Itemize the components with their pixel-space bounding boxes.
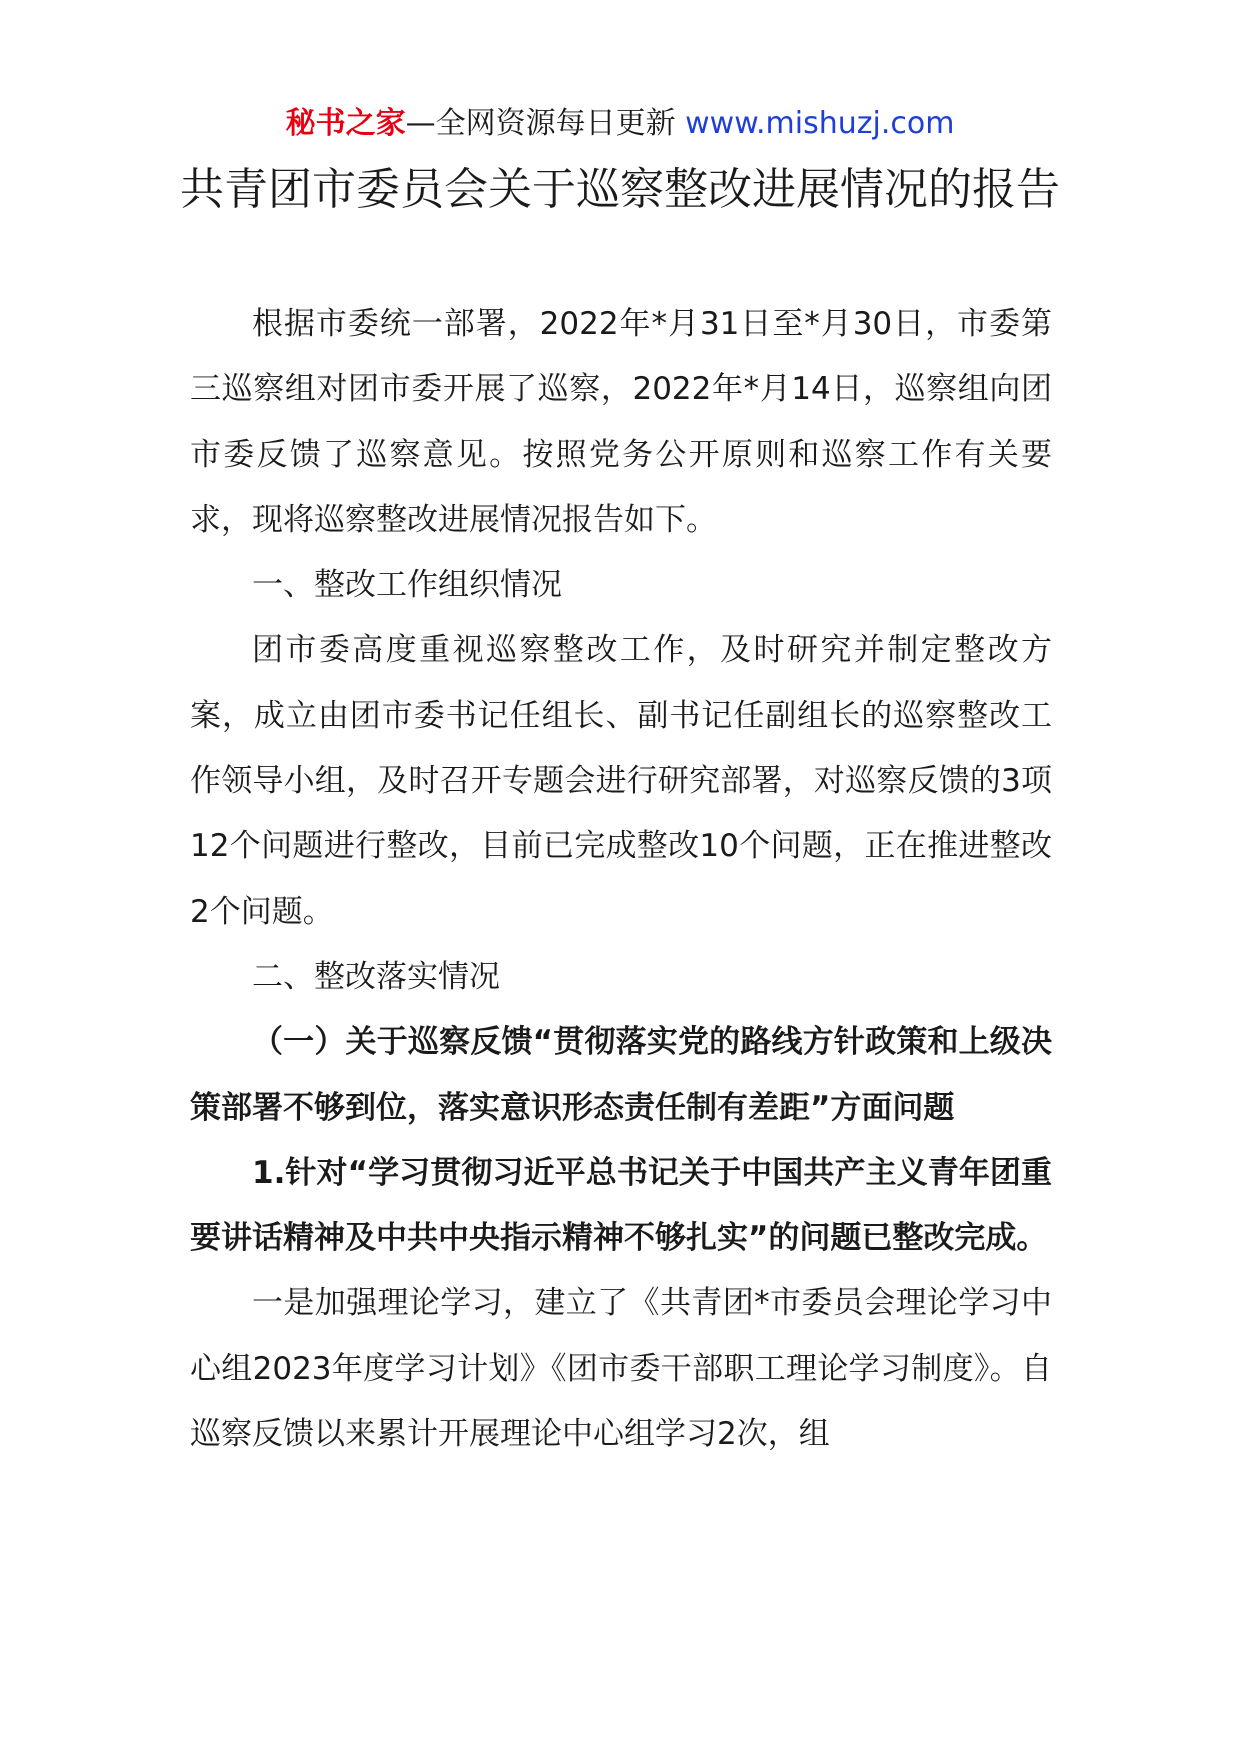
document-title: 共青团市委员会关于巡察整改进展情况的报告 bbox=[180, 164, 1060, 215]
banner-brand: 秘书之家 bbox=[285, 106, 406, 141]
banner-tagline: —全网资源每日更新 bbox=[405, 106, 686, 141]
banner-url-link[interactable]: www.mishuzj.com bbox=[685, 106, 955, 141]
section-heading-organization: 一、整改工作组织情况 bbox=[252, 567, 562, 604]
intro-paragraph: 根据市委统一部署，2022年*月31日至*月30日，市委第三巡察组对团市委开展了巡察，2022年*月14日，巡察组向团市委反馈了巡察意见。按照党务公开原则和巡察工作有关要求，现将巡察整改进展情况报告如下。 bbox=[190, 306, 1052, 538]
section-heading-implementation: 二、整改落实情况 bbox=[252, 958, 500, 995]
measure-paragraph-1: 一是加强理论学习，建立了《共青团*市委员会理论学习中心组2023年度学习计划》《团市委干部职工理论学习制度》。自巡察反馈以来累计开展理论中心组学习2次，组 bbox=[190, 1285, 1052, 1453]
document-body bbox=[190, 292, 1052, 1467]
subsection-heading-1: （一）关于巡察反馈“贯彻落实党的路线方针政策和上级决策部署不够到位，落实意识形态责任制有差距”方面问题 bbox=[190, 1024, 1052, 1126]
item-heading-1: 1.针对“学习贯彻习近平总书记关于中国共产主义青年团重要讲话精神及中共中央指示精神不够扎实”的问题已整改完成。 bbox=[190, 1154, 1052, 1257]
organization-paragraph: 团市委高度重视巡察整改工作，及时研究并制定整改方案，成立由团市委书记任组长、副书记任副组长的巡察整改工作领导小组，及时召开专题会进行研究部署，对巡察反馈的3项12个问题进行整改，目前已完成整改10个问题，正在推进整改2个问题。 bbox=[190, 632, 1052, 930]
site-banner bbox=[0, 104, 1240, 144]
